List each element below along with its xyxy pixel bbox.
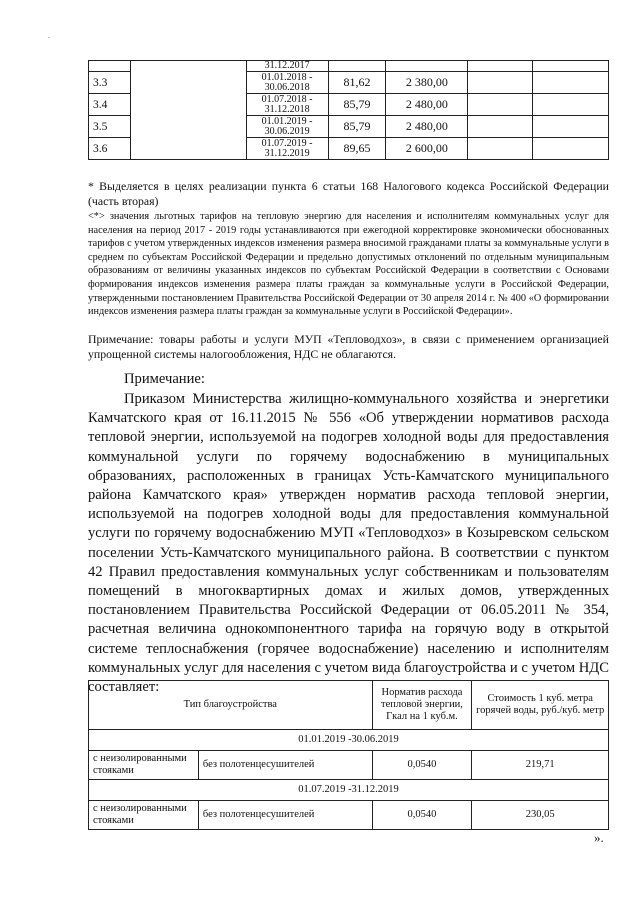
period-cell: 31.12.2017 — [246, 61, 328, 72]
row-number: 3.6 — [89, 138, 131, 160]
note-heading: Примечание: — [124, 371, 205, 387]
value-cell: 2 480,00 — [386, 116, 468, 138]
value-cell: 2 480,00 — [386, 94, 468, 116]
table-row — [89, 801, 609, 830]
merged-cell — [130, 61, 246, 160]
period-row — [89, 730, 609, 751]
type-cell: с неизолированными стояками — [89, 751, 199, 780]
hot-water-tariff-table — [88, 680, 609, 830]
period-row — [89, 780, 609, 801]
row-number: 3.4 — [89, 94, 131, 116]
row-number: 3.5 — [89, 116, 131, 138]
norm-cell: 0,0540 — [372, 751, 472, 780]
tariff-table — [88, 60, 609, 160]
value-cell: 81,62 — [328, 72, 386, 94]
table-row — [89, 751, 609, 780]
norm-cell: 0,0540 — [372, 801, 472, 830]
type-cell: с неизолированными стояками — [89, 801, 199, 830]
period-cell: 01.07.2019 - 31.12.2019 — [246, 138, 328, 160]
value-cell: 89,65 — [328, 138, 386, 160]
value-cell: 85,79 — [328, 94, 386, 116]
main-paragraph: Приказом Министерства жилищно-коммунального хозяйства и энергетики Камчатского края от 16.11.2015 № 556 «Об утверждении нормативов расхода тепловой энергии, используемой на подогрев холодной воды для предоставления коммунальной услуги по горячему водоснабжению в муниципальных образованиях, расположенных в границах Усть-Камчатского муниципального района Камчатского края» утвержден норматив расхода тепловой энергии, используемой на подогрев холодной воды для предоставления коммунальной услуги по горячему водоснабжению МУП «Тепловодхоз» в Козыревском сельском поселении Усть-Камчатского муниципального района. В соответствии с пунктом 42 Правил предоставления коммунальных услуг собственникам и пользователям помещений в многоквартирных домах и жилых домов, утвержденных постановлением Правительства Российской Федерации от 06.05.2011 № 354, расчетная величина однокомпонентного тарифа на горячую воду в открытой системе теплоснабжения (горячее водоснабжение) населению и исполнителям коммунальных услуг для населения с учетом вида благоустройства и с учетом НДС составляет: — [88, 391, 609, 696]
period-label: 01.07.2019 -31.12.2019 — [89, 780, 609, 801]
period-cell: 01.01.2019 - 30.06.2019 — [246, 116, 328, 138]
value-cell: 2 380,00 — [386, 72, 468, 94]
table-header-row — [89, 681, 609, 730]
table-row — [89, 61, 609, 72]
row-number: 3.3 — [89, 72, 131, 94]
subtype-cell: без полотенцесушителей — [198, 801, 372, 830]
period-cell: 01.01.2018 - 30.06.2018 — [246, 72, 328, 94]
value-cell: 2 600,00 — [386, 138, 468, 160]
cost-cell: 219,71 — [472, 751, 609, 780]
footnote-star: * Выделяется в целях реализации пункта 6 статьи 168 Налогового кодекса Российской Федерации (часть вторая) — [88, 179, 609, 208]
header-cost: Стоимость 1 куб. метра горячей воды, руб./куб. метр — [472, 681, 609, 730]
value-cell: 85,79 — [328, 116, 386, 138]
corner-mark: . — [48, 31, 50, 40]
subtype-cell: без полотенцесушителей — [198, 751, 372, 780]
footnote-angle: <*> значения льготных тарифов на тепловую энергию для населения и исполнителям коммунальных услуг для населения на период 2017 - 2019 годы устанавливаются при ежегодной корректировке экономически обоснованных тарифов с учетом утвержденных индексов изменения размера вносимой гражданами платы за коммунальные услуги в среднем по субъектам Российской Федерации и предельно допустимых отклонений по отдельным муниципальным образованиям от величины указанных индексов по субъектам Российской Федерации в соответствии с Основами формирования индексов изменения размера платы граждан за коммунальные услуги в Российской Федерации, утвержденными постановлением Правительства Российской Федерации от 30 апреля 2014 г. № 400 «О формировании индексов изменения размера платы граждан за коммунальные услуги в Российской Федерации». — [88, 211, 609, 318]
period-label: 01.01.2019 -30.06.2019 — [89, 730, 609, 751]
header-type: Тип благоустройства — [89, 681, 373, 730]
period-cell: 01.07.2018 - 31.12.2018 — [246, 94, 328, 116]
cost-cell: 230,05 — [472, 801, 609, 830]
note-vat: Примечание: товары работы и услуги МУП «Тепловодхоз», в связи с применением организацией упрощенной системы налогообложения, НДС не облагаются. — [88, 332, 609, 361]
header-norm: Норматив расхода тепловой энергии, Гкал на 1 куб.м. — [372, 681, 472, 730]
closing-quote: ». — [594, 830, 604, 845]
